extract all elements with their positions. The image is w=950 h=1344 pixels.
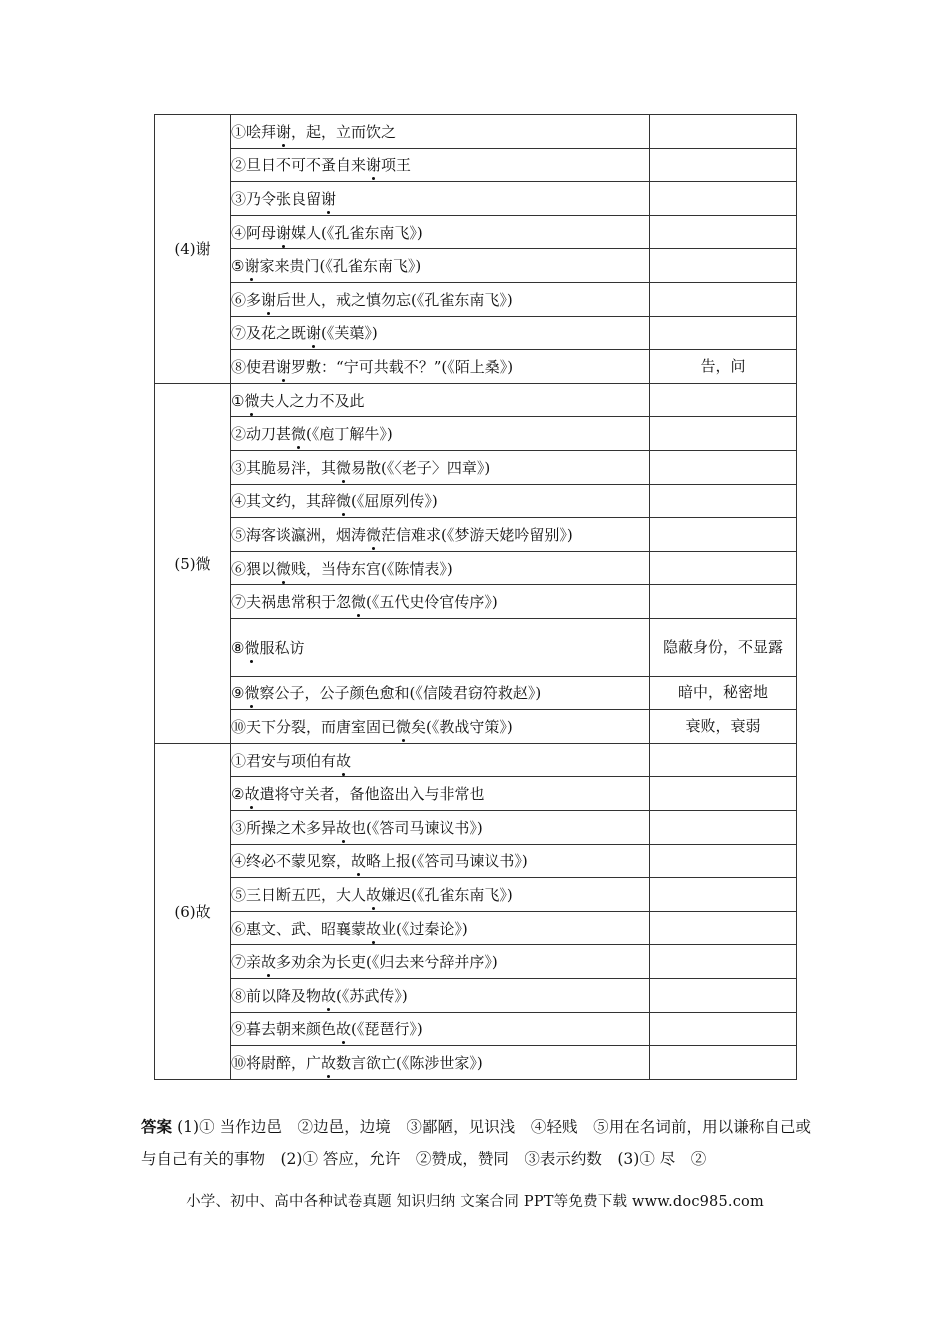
sentence-prefix: ⑧使君 bbox=[231, 357, 277, 376]
sentence-prefix: ①哙拜 bbox=[231, 122, 277, 141]
sentence-prefix: ③其脆易泮，其 bbox=[231, 458, 337, 477]
meaning-cell bbox=[650, 249, 797, 283]
table-row bbox=[155, 249, 797, 283]
table-row bbox=[155, 585, 797, 619]
emphasized-word: 谢 bbox=[276, 357, 292, 376]
example-sentence-cell bbox=[231, 115, 650, 149]
sentence-suffix: 矣(《教战守策》) bbox=[411, 718, 513, 737]
example-sentence-cell bbox=[231, 383, 650, 417]
emphasized-word: 微 bbox=[366, 525, 382, 544]
meaning-cell bbox=[650, 911, 797, 945]
meaning-cell bbox=[650, 115, 797, 149]
target-word-cell: (6)故 bbox=[155, 743, 231, 1079]
meaning-cell: 隐蔽身份，不显露 bbox=[650, 618, 797, 676]
meaning-cell bbox=[650, 777, 797, 811]
table-row bbox=[155, 777, 797, 811]
example-sentence-cell bbox=[231, 1012, 650, 1046]
sentence-suffix: (《屈原列传》) bbox=[351, 492, 438, 511]
vocab-table bbox=[154, 114, 797, 1080]
emphasized-word: 微 bbox=[396, 718, 412, 737]
sentence-prefix: ③所操之术多异 bbox=[231, 818, 337, 837]
example-sentence-cell bbox=[231, 777, 650, 811]
sentence-prefix: ① bbox=[231, 391, 245, 410]
sentence-suffix: 服私访 bbox=[259, 638, 305, 657]
example-sentence-cell bbox=[231, 1046, 650, 1080]
example-sentence-cell bbox=[231, 215, 650, 249]
emphasized-word: 故 bbox=[336, 818, 352, 837]
emphasized-word: 故 bbox=[321, 986, 337, 1005]
emphasized-word: 微 bbox=[336, 458, 352, 477]
meaning-cell bbox=[650, 743, 797, 777]
sentence-prefix: ⑧前以降及物 bbox=[231, 986, 322, 1005]
sentence-suffix: 略上报(《答司马谏议书》) bbox=[366, 852, 528, 871]
table-row bbox=[155, 518, 797, 552]
sentence-suffix: 多劝余为长吏(《归去来兮辞并序》) bbox=[276, 953, 498, 972]
emphasized-word: 微 bbox=[244, 684, 260, 703]
example-sentence-cell bbox=[231, 811, 650, 845]
sentence-suffix: (《芙蕖》) bbox=[321, 324, 378, 343]
meaning-cell bbox=[650, 1012, 797, 1046]
table-row bbox=[155, 1012, 797, 1046]
sentence-prefix: ⑥惠文、武、昭襄蒙 bbox=[231, 919, 367, 938]
table-row bbox=[155, 450, 797, 484]
sentence-prefix: ⑧ bbox=[231, 638, 245, 657]
example-sentence-cell bbox=[231, 249, 650, 283]
sentence-prefix: ⑩将尉醉，广 bbox=[231, 1054, 322, 1073]
sentence-suffix: 罗敷：“宁可共载不？”(《陌上桑》) bbox=[291, 357, 514, 376]
emphasized-word: 故 bbox=[366, 919, 382, 938]
meaning-cell bbox=[650, 979, 797, 1013]
sentence-suffix: 茫信难求(《梦游天姥吟留别》) bbox=[381, 525, 573, 544]
sentence-prefix: ⑦及花之既 bbox=[231, 324, 307, 343]
target-word-cell: (4)谢 bbox=[155, 115, 231, 384]
emphasized-word: 故 bbox=[261, 953, 277, 972]
example-sentence-cell bbox=[231, 551, 650, 585]
table-row bbox=[155, 1046, 797, 1080]
sentence-suffix: ，起，立而饮之 bbox=[291, 122, 397, 141]
emphasized-word: 微 bbox=[291, 425, 307, 444]
example-sentence-cell bbox=[231, 878, 650, 912]
sentence-prefix: ④终必不蒙见察， bbox=[231, 852, 352, 871]
emphasized-word: 微 bbox=[351, 593, 367, 612]
sentence-suffix: (《苏武传》) bbox=[336, 986, 408, 1005]
sentence-prefix: ⑤海客谈瀛洲，烟涛 bbox=[231, 525, 367, 544]
meaning-cell bbox=[650, 518, 797, 552]
table-row bbox=[155, 282, 797, 316]
emphasized-word: 谢 bbox=[276, 122, 292, 141]
sentence-prefix: ② bbox=[231, 785, 245, 804]
example-sentence-cell bbox=[231, 585, 650, 619]
example-sentence-cell bbox=[231, 182, 650, 216]
example-sentence-cell bbox=[231, 148, 650, 182]
emphasized-word: 故 bbox=[351, 852, 367, 871]
sentence-suffix: 察公子，公子颜色愈和(《信陵君窃符救赵》) bbox=[259, 684, 542, 703]
emphasized-word: 微 bbox=[244, 638, 260, 657]
meaning-cell bbox=[650, 282, 797, 316]
emphasized-word: 谢 bbox=[261, 290, 277, 309]
emphasized-word: 谢 bbox=[244, 257, 260, 276]
table-row bbox=[155, 551, 797, 585]
sentence-suffix: 夫人之力不及此 bbox=[259, 391, 365, 410]
sentence-prefix: ⑤三日断五匹，大人 bbox=[231, 886, 367, 905]
example-sentence-cell bbox=[231, 979, 650, 1013]
answer-section bbox=[141, 1111, 811, 1175]
sentence-suffix: (《琵琶行》) bbox=[351, 1020, 423, 1039]
target-word-cell: (5)微 bbox=[155, 383, 231, 743]
sentence-prefix: ⑥猥以 bbox=[231, 559, 277, 578]
sentence-prefix: ①君安与项伯有 bbox=[231, 751, 337, 770]
meaning-cell: 告，问 bbox=[650, 350, 797, 384]
meaning-cell bbox=[650, 551, 797, 585]
emphasized-word: 故 bbox=[366, 886, 382, 905]
example-sentence-cell bbox=[231, 450, 650, 484]
sentence-suffix: (《庖丁解牛》) bbox=[306, 425, 393, 444]
sentence-prefix: ⑤ bbox=[231, 257, 245, 276]
sentence-prefix: ⑦亲 bbox=[231, 953, 262, 972]
table-row bbox=[155, 811, 797, 845]
table-row bbox=[155, 316, 797, 350]
sentence-prefix: ④阿母 bbox=[231, 223, 277, 242]
table-row bbox=[155, 215, 797, 249]
sentence-prefix: ⑨ bbox=[231, 684, 245, 703]
sentence-prefix: ⑨暮去朝来颜色 bbox=[231, 1020, 337, 1039]
example-sentence-cell bbox=[231, 710, 650, 744]
sentence-suffix: 数言欲亡(《陈涉世家》) bbox=[336, 1054, 483, 1073]
table-row bbox=[155, 743, 797, 777]
sentence-suffix: 媒人(《孔雀东南飞》) bbox=[291, 223, 423, 242]
example-sentence-cell bbox=[231, 618, 650, 676]
meaning-cell bbox=[650, 844, 797, 878]
sentence-prefix: ⑦夫祸患常积于忽 bbox=[231, 593, 352, 612]
emphasized-word: 谢 bbox=[366, 156, 382, 175]
example-sentence-cell bbox=[231, 417, 650, 451]
example-sentence-cell bbox=[231, 676, 650, 710]
table-row bbox=[155, 182, 797, 216]
sentence-suffix: 后世人，戒之慎勿忘(《孔雀东南飞》) bbox=[276, 290, 513, 309]
sentence-suffix: 遣将守关者，备他盗出入与非常也 bbox=[259, 785, 485, 804]
emphasized-word: 故 bbox=[244, 785, 260, 804]
emphasized-word: 谢 bbox=[321, 189, 337, 208]
emphasized-word: 谢 bbox=[306, 324, 322, 343]
sentence-prefix: ②旦日不可不蚤自来 bbox=[231, 156, 367, 175]
footer-text: 小学、初中、高中各种试卷真题 知识归纳 文案合同 PPT等免费下载 www.doc985.com bbox=[186, 1194, 764, 1210]
sentence-prefix: ⑥多 bbox=[231, 290, 262, 309]
emphasized-word: 故 bbox=[321, 1054, 337, 1073]
sentence-suffix: 易散(《〈老子〉四章》) bbox=[351, 458, 491, 477]
sentence-prefix: ③乃令张良留 bbox=[231, 189, 322, 208]
answer-label: 答案 bbox=[141, 1118, 173, 1136]
emphasized-word: 谢 bbox=[276, 223, 292, 242]
table-row bbox=[155, 383, 797, 417]
sentence-prefix: ④其文约，其辞 bbox=[231, 492, 337, 511]
sentence-suffix: 业(《过秦论》) bbox=[381, 919, 468, 938]
meaning-cell bbox=[650, 383, 797, 417]
example-sentence-cell bbox=[231, 844, 650, 878]
meaning-cell bbox=[650, 811, 797, 845]
example-sentence-cell bbox=[231, 350, 650, 384]
meaning-cell bbox=[650, 316, 797, 350]
example-sentence-cell bbox=[231, 282, 650, 316]
table-row bbox=[155, 115, 797, 149]
sentence-suffix: 家来贵门(《孔雀东南飞》) bbox=[259, 257, 422, 276]
emphasized-word: 微 bbox=[244, 391, 260, 410]
table-row bbox=[155, 676, 797, 710]
table-row bbox=[155, 148, 797, 182]
sentence-prefix: ②动刀甚 bbox=[231, 425, 292, 444]
example-sentence-cell bbox=[231, 518, 650, 552]
table-row bbox=[155, 484, 797, 518]
meaning-cell: 暗中，秘密地 bbox=[650, 676, 797, 710]
table-row bbox=[155, 350, 797, 384]
meaning-cell bbox=[650, 450, 797, 484]
meaning-cell bbox=[650, 585, 797, 619]
table-row bbox=[155, 979, 797, 1013]
sentence-suffix: 也(《答司马谏议书》) bbox=[351, 818, 483, 837]
example-sentence-cell bbox=[231, 945, 650, 979]
table-row bbox=[155, 945, 797, 979]
emphasized-word: 故 bbox=[336, 751, 352, 770]
meaning-cell bbox=[650, 417, 797, 451]
table-row bbox=[155, 618, 797, 676]
sentence-prefix: ⑩天下分裂，而唐室固已 bbox=[231, 718, 397, 737]
sentence-suffix: (《五代史伶官传序》) bbox=[366, 593, 498, 612]
table-row bbox=[155, 911, 797, 945]
table-row bbox=[155, 710, 797, 744]
meaning-cell bbox=[650, 878, 797, 912]
meaning-cell bbox=[650, 148, 797, 182]
table-row bbox=[155, 844, 797, 878]
sentence-suffix: 嫌迟(《孔雀东南飞》) bbox=[381, 886, 513, 905]
sentence-suffix: 贱，当侍东宫(《陈情表》) bbox=[291, 559, 453, 578]
meaning-cell bbox=[650, 1046, 797, 1080]
meaning-cell: 衰败，衰弱 bbox=[650, 710, 797, 744]
meaning-cell bbox=[650, 182, 797, 216]
emphasized-word: 故 bbox=[336, 1020, 352, 1039]
meaning-cell bbox=[650, 484, 797, 518]
sentence-suffix: 项王 bbox=[381, 156, 412, 175]
table-row bbox=[155, 417, 797, 451]
example-sentence-cell bbox=[231, 484, 650, 518]
table-row bbox=[155, 878, 797, 912]
answer-text: (1)① 当作边邑 ②边邑，边境 ③鄙陋，见识浅 ④轻贱 ⑤用在名词前，用以谦称自己或与自己有关的事物 (2)① 答应，允许 ②赞成，赞同 ③表示约数 (3)① 尽 ② bbox=[141, 1118, 811, 1168]
example-sentence-cell bbox=[231, 911, 650, 945]
meaning-cell bbox=[650, 215, 797, 249]
emphasized-word: 微 bbox=[276, 559, 292, 578]
meaning-cell bbox=[650, 945, 797, 979]
emphasized-word: 微 bbox=[336, 492, 352, 511]
example-sentence-cell bbox=[231, 316, 650, 350]
example-sentence-cell bbox=[231, 743, 650, 777]
